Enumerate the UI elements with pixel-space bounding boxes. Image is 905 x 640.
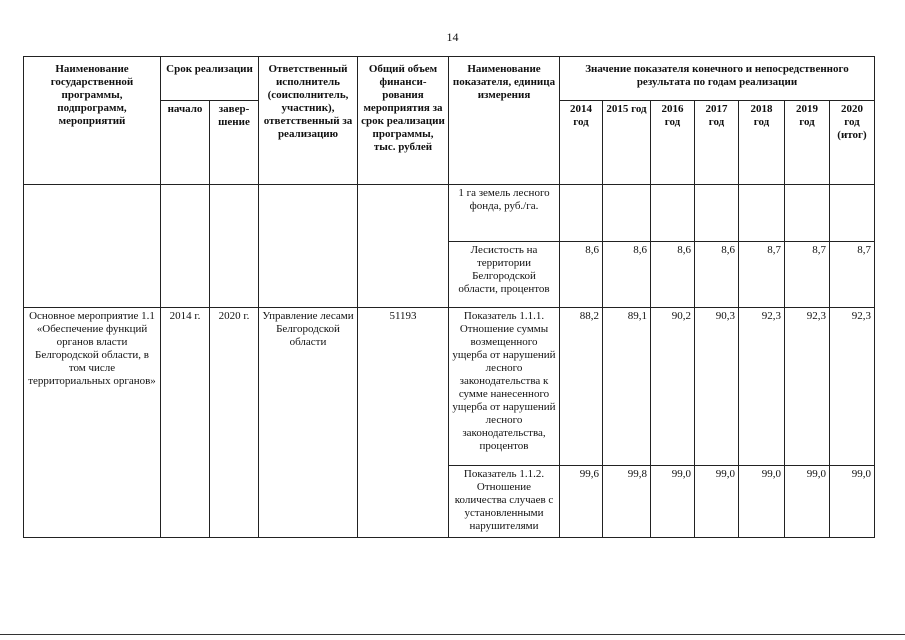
cell-end: 2020 г. <box>210 308 259 538</box>
cell-value-2017: 90,3 <box>695 308 739 466</box>
header-end: завер-шение <box>210 101 259 185</box>
table-row <box>24 185 875 242</box>
cell-value-2020 <box>830 185 875 242</box>
page-bottom-divider <box>0 634 905 635</box>
cell-value-2018: 92,3 <box>739 308 785 466</box>
cell-value-2019: 92,3 <box>785 308 830 466</box>
header-year-2018: 2018 год <box>739 101 785 185</box>
cell-end <box>210 185 259 308</box>
cell-value-2014: 88,2 <box>560 308 603 466</box>
cell-value-2020: 92,3 <box>830 308 875 466</box>
header-start: начало <box>161 101 210 185</box>
cell-value-2016 <box>651 185 695 242</box>
cell-indicator: Лесистость на территории Белгородской области, процентов <box>449 242 560 308</box>
cell-finance <box>358 185 449 308</box>
header-indicator: Наименование показателя, единица измерения <box>449 57 560 185</box>
cell-value-2014: 8,6 <box>560 242 603 308</box>
header-name: Наименование государственной программы, подпрограмм, мероприятий <box>24 57 161 185</box>
header-row-1 <box>24 57 875 101</box>
cell-start <box>161 185 210 308</box>
header-responsible: Ответственный исполнитель (соисполнитель, участник), ответственный за реализацию <box>259 57 358 185</box>
cell-value-2018: 8,7 <box>739 242 785 308</box>
header-year-2020: 2020 год (итог) <box>830 101 875 185</box>
cell-name <box>24 185 161 308</box>
cell-responsible <box>259 185 358 308</box>
cell-value-2017: 99,0 <box>695 466 739 538</box>
cell-value-2019: 99,0 <box>785 466 830 538</box>
page-number: 14 <box>446 30 459 44</box>
cell-value-2014 <box>560 185 603 242</box>
cell-value-2020: 99,0 <box>830 466 875 538</box>
cell-start: 2014 г. <box>161 308 210 538</box>
cell-finance: 51193 <box>358 308 449 538</box>
header-year-2019: 2019 год <box>785 101 830 185</box>
cell-value-2015 <box>603 185 651 242</box>
cell-indicator: Показатель 1.1.2. Отношение количества случаев с установленными нарушителями <box>449 466 560 538</box>
cell-name: Основное мероприятие 1.1 «Обеспечение функций органов власти Белгородской области, в том числе территориальных органов» <box>24 308 161 538</box>
cell-responsible: Управление лесами Белгородской области <box>259 308 358 538</box>
cell-value-2016: 8,6 <box>651 242 695 308</box>
cell-value-2016: 99,0 <box>651 466 695 538</box>
program-table <box>23 56 875 538</box>
header-year-2015: 2015 год <box>603 101 651 185</box>
header-finance: Общий объем финанси-рования мероприятия за срок реализации программы, тыс. рублей <box>358 57 449 185</box>
header-year-2016: 2016 год <box>651 101 695 185</box>
cell-indicator: Показатель 1.1.1. Отношение суммы возмещенного ущерба от нарушений лесного законодательства к сумме нанесенного ущерба от нарушений лесного законодательства, процентов <box>449 308 560 466</box>
table-row <box>24 308 875 466</box>
cell-value-2019 <box>785 185 830 242</box>
cell-value-2018 <box>739 185 785 242</box>
cell-value-2020: 8,7 <box>830 242 875 308</box>
cell-value-2017: 8,6 <box>695 242 739 308</box>
cell-value-2015: 89,1 <box>603 308 651 466</box>
header-year-2017: 2017 год <box>695 101 739 185</box>
cell-value-2017 <box>695 185 739 242</box>
cell-value-2015: 99,8 <box>603 466 651 538</box>
cell-value-2019: 8,7 <box>785 242 830 308</box>
cell-value-2015: 8,6 <box>603 242 651 308</box>
header-year-2014: 2014 год <box>560 101 603 185</box>
cell-value-2016: 90,2 <box>651 308 695 466</box>
header-values: Значение показателя конечного и непосредственного результата по годам реализации <box>560 57 875 101</box>
header-term: Срок реализации <box>161 57 259 101</box>
cell-indicator: 1 га земель лесного фонда, руб./га. <box>449 185 560 242</box>
cell-value-2018: 99,0 <box>739 466 785 538</box>
cell-value-2014: 99,6 <box>560 466 603 538</box>
